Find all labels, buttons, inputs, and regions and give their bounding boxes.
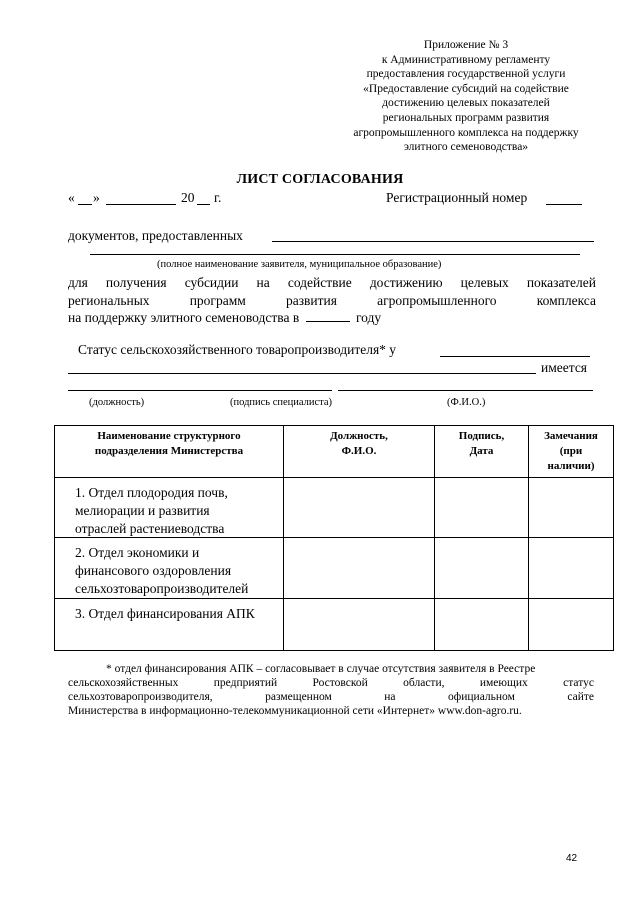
- org-line: 3. Отдел финансирования АПК: [75, 605, 255, 621]
- word: области,: [403, 677, 445, 689]
- signature-cell[interactable]: [435, 538, 529, 598]
- header-line: наличии): [547, 460, 595, 472]
- word: на: [384, 691, 396, 703]
- word: имеющих: [479, 677, 528, 689]
- word: программ: [189, 292, 246, 308]
- word: субсидии: [184, 275, 239, 290]
- org-line: финансового оздоровления: [75, 563, 232, 579]
- signature-caption: (подпись специалиста): [230, 397, 333, 408]
- table-row: [55, 478, 614, 538]
- word: статус: [563, 677, 594, 689]
- approval-table: [54, 425, 614, 651]
- position-cell[interactable]: [284, 538, 435, 598]
- appendix-line: предоставления государственной услуги: [366, 68, 566, 81]
- org-line: 1. Отдел плодородия почв,: [75, 485, 228, 500]
- subsidy-line: [68, 274, 596, 292]
- header-department: [55, 426, 284, 478]
- word: сельхозтоваропроизводителя,: [68, 691, 213, 703]
- page-title: ЛИСТ СОГЛАСОВАНИЯ: [236, 172, 404, 187]
- header-line: (при: [559, 445, 583, 457]
- appendix-header: [326, 38, 606, 155]
- status-blank-2[interactable]: [68, 373, 536, 374]
- position-signature-blank[interactable]: [68, 390, 332, 391]
- word: получения: [105, 275, 167, 290]
- date-month-blank[interactable]: [106, 204, 176, 205]
- table-row: [55, 538, 614, 598]
- org-line: мелиорации и развития: [75, 502, 210, 518]
- footnote-line: [68, 676, 594, 690]
- header-line: Наименование структурного: [97, 430, 241, 442]
- date-year-prefix: 20: [181, 190, 195, 205]
- header-line: подразделения Министерства: [94, 445, 244, 457]
- status-blank[interactable]: [440, 356, 590, 357]
- status-suffix: имеется: [541, 360, 588, 375]
- header-remarks: [529, 426, 614, 478]
- header-line: Ф.И.О.: [341, 445, 377, 457]
- table-header-row: [55, 426, 614, 478]
- subsidy-line: [68, 309, 596, 327]
- position-cell[interactable]: [284, 598, 435, 650]
- footnote-line: [68, 690, 594, 704]
- header-signature: [435, 426, 529, 478]
- name-blank[interactable]: [338, 390, 593, 391]
- page-number: 42: [566, 853, 578, 864]
- word: достижению: [369, 275, 443, 290]
- appendix-line: «Предоставление субсидий на содействие: [363, 82, 569, 95]
- header-line: Должность,: [330, 430, 388, 442]
- word: официальном: [448, 691, 515, 703]
- subsidy-year-blank[interactable]: [306, 309, 350, 322]
- appendix-line: элитного семеноводства»: [403, 141, 529, 154]
- word: сельскохозяйственных: [68, 677, 179, 689]
- date-quote-open: «: [68, 190, 75, 205]
- word: на: [256, 275, 270, 290]
- department-cell: [55, 478, 284, 538]
- department-cell: [55, 598, 284, 650]
- word: Ростовской: [312, 677, 368, 689]
- date-year-suffix: г.: [214, 190, 222, 205]
- applicant-blank[interactable]: [272, 241, 594, 242]
- word: целевых: [460, 275, 509, 290]
- position-caption: (должность): [89, 397, 145, 408]
- appendix-line: региональных программ развития: [382, 111, 550, 124]
- appendix-line: к Административному регламенту: [381, 53, 551, 66]
- header-position: [284, 426, 435, 478]
- header-line: Подпись,: [458, 430, 505, 442]
- registration-number-blank[interactable]: [546, 204, 582, 205]
- signature-cell[interactable]: [435, 478, 529, 538]
- appendix-line: достижению целевых показателей: [382, 97, 550, 110]
- word: предприятий: [213, 677, 278, 689]
- footnote-line: * отдел финансирования АПК – согласовывает в случае отсутствия заявителя в Реестре: [106, 663, 536, 675]
- applicant-blank-2[interactable]: [90, 254, 580, 255]
- department-cell: [55, 538, 284, 598]
- subsidy-paragraph: [68, 274, 596, 327]
- org-line: 2. Отдел экономики и: [75, 545, 200, 561]
- word: региональных: [68, 292, 150, 308]
- subsidy-line: [68, 292, 596, 310]
- date-quote-close: »: [93, 190, 100, 205]
- signature-cell[interactable]: [435, 598, 529, 650]
- registration-label: Регистрационный номер: [386, 190, 528, 205]
- name-caption: (Ф.И.О.): [447, 397, 486, 408]
- word: содействие: [287, 275, 352, 290]
- date-year-blank[interactable]: [197, 204, 210, 205]
- subsidy-year-label: на поддержку элитного семеноводства в: [68, 310, 300, 325]
- appendix-line: агропромышленного комплекса на поддержку: [353, 126, 579, 139]
- header-line: Дата: [469, 445, 494, 457]
- org-line: отраслей растениеводства: [75, 520, 225, 536]
- applicant-caption: (полное наименование заявителя, муниципальное образование): [157, 259, 442, 270]
- footnote: [68, 662, 594, 718]
- remarks-cell[interactable]: [529, 598, 614, 650]
- appendix-line: Приложение № 3: [423, 39, 509, 51]
- documents-label: документов, предоставленных: [68, 228, 243, 243]
- word: агропромышленного: [377, 292, 497, 308]
- footnote-line: Министерства в информационно-телекоммуникационной сети «Интернет» www.don-agro.ru.: [68, 705, 522, 717]
- header-line: Замечания: [544, 430, 598, 442]
- word: комплекса: [536, 292, 596, 308]
- table-row: [55, 598, 614, 650]
- remarks-cell[interactable]: [529, 478, 614, 538]
- remarks-cell[interactable]: [529, 538, 614, 598]
- date-day-blank[interactable]: [78, 204, 92, 205]
- word: сайте: [567, 691, 594, 703]
- word: размещенном: [265, 691, 332, 703]
- word: для: [68, 275, 88, 290]
- position-cell[interactable]: [284, 478, 435, 538]
- word: развития: [285, 292, 337, 308]
- org-line: сельхозтоваропроизводителей: [75, 580, 249, 596]
- word: показателей: [526, 275, 596, 290]
- subsidy-year-suffix: году: [355, 310, 382, 325]
- status-label: Статус сельскохозяйственного товаропроизводителя* у: [78, 342, 397, 357]
